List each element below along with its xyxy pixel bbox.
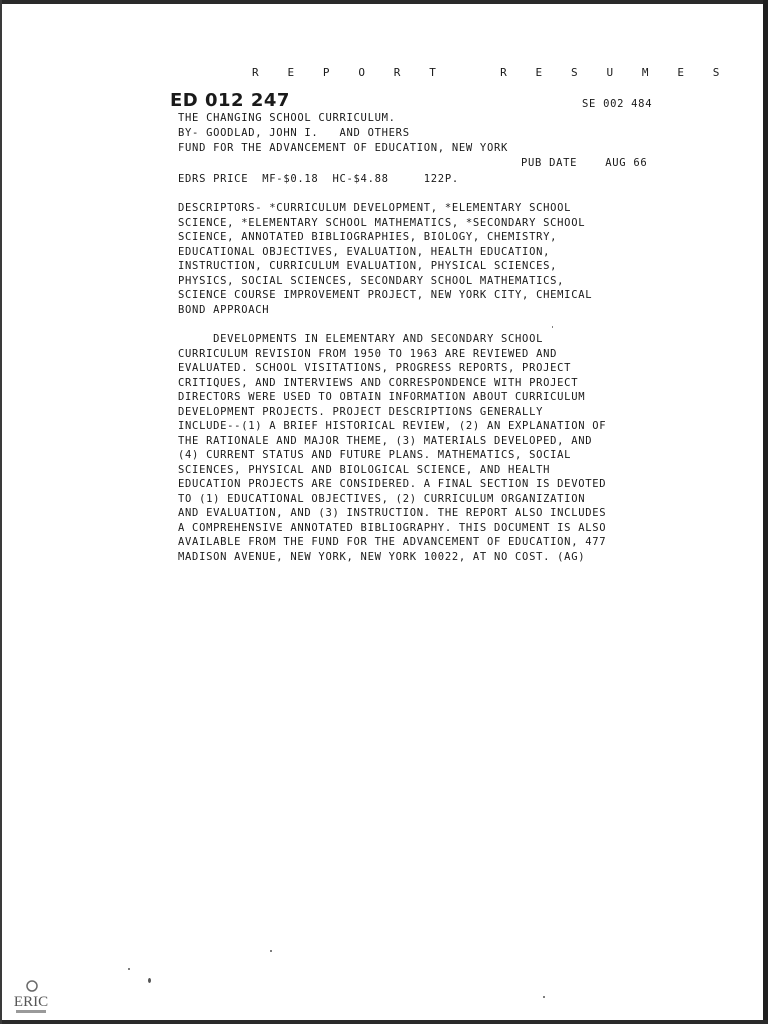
eric-logo-mark <box>10 978 52 1016</box>
abstract-line: DIRECTORS WERE USED TO OBTAIN INFORMATION ABOUT CURRICULUM <box>178 391 586 403</box>
descriptor-line: EDUCATIONAL OBJECTIVES, EVALUATION, HEALTH EDUCATION, <box>178 246 551 258</box>
abstract-line: CURRICULUM REVISION FROM 1950 TO 1963 ARE REVIEWED AND <box>178 348 558 360</box>
eric-logo <box>10 978 52 1016</box>
scan-speck <box>270 950 272 952</box>
abstract-line: DEVELOPMENT PROJECTS. PROJECT DESCRIPTIONS GENERALLY <box>178 406 544 418</box>
abstract-line: A COMPREHENSIVE ANNOTATED BIBLIOGRAPHY. THIS DOCUMENT IS ALSO <box>178 522 607 534</box>
se-number: SE 002 484 <box>582 98 653 110</box>
price-line: EDRS PRICE MF-$0.18 HC-$4.88 122P. <box>178 173 459 185</box>
descriptor-line: INSTRUCTION, CURRICULUM EVALUATION, PHYSICAL SCIENCES, <box>178 260 558 272</box>
abstract-line: AVAILABLE FROM THE FUND FOR THE ADVANCEMENT OF EDUCATION, 477 <box>178 536 607 548</box>
scan-speck <box>552 326 553 328</box>
scan-speck <box>148 978 151 983</box>
abstract-line: CRITIQUES, AND INTERVIEWS AND CORRESPONDENCE WITH PROJECT <box>178 377 579 389</box>
descriptor-line: SCIENCE, ANNOTATED BIBLIOGRAPHIES, BIOLOGY, CHEMISTRY, <box>178 231 558 243</box>
scan-edge-right <box>763 0 768 1024</box>
abstract-line: (4) CURRENT STATUS AND FUTURE PLANS. MATHEMATICS, SOCIAL <box>178 449 572 461</box>
document-title: THE CHANGING SCHOOL CURRICULUM. <box>178 112 396 124</box>
eric-logo-text: ERIC <box>13 994 49 1010</box>
publisher-line: FUND FOR THE ADVANCEMENT OF EDUCATION, NEW YORK <box>178 142 509 154</box>
ed-number: ED 012 247 <box>170 90 290 111</box>
scan-speck <box>543 996 545 998</box>
descriptor-line: BOND APPROACH <box>178 304 270 316</box>
abstract-line: THE RATIONALE AND MAJOR THEME, (3) MATERIALS DEVELOPED, AND <box>178 435 593 447</box>
scan-edge-bottom <box>0 1020 768 1024</box>
abstract-line: TO (1) EDUCATIONAL OBJECTIVES, (2) CURRICULUM ORGANIZATION <box>178 493 586 505</box>
abstract-line: INCLUDE--(1) A BRIEF HISTORICAL REVIEW, (2) AN EXPLANATION OF <box>178 420 607 432</box>
abstract-line: EDUCATION PROJECTS ARE CONSIDERED. A FINAL SECTION IS DEVOTED <box>178 478 607 490</box>
descriptor-line: PHYSICS, SOCIAL SCIENCES, SECONDARY SCHOOL MATHEMATICS, <box>178 275 565 287</box>
scan-edge-top <box>0 0 768 4</box>
report-resumes-heading: R E P O R T R E S U M E S <box>252 66 731 79</box>
pub-date: PUB DATE AUG 66 <box>521 157 648 169</box>
abstract-line: EVALUATED. SCHOOL VISITATIONS, PROGRESS REPORTS, PROJECT <box>178 362 572 374</box>
abstract-line: AND EVALUATION, AND (3) INSTRUCTION. THE REPORT ALSO INCLUDES <box>178 507 607 519</box>
descriptor-line: SCIENCE COURSE IMPROVEMENT PROJECT, NEW YORK CITY, CHEMICAL <box>178 289 593 301</box>
abstract-line: MADISON AVENUE, NEW YORK, NEW YORK 10022, AT NO COST. (AG) <box>178 551 586 563</box>
descriptor-line: SCIENCE, *ELEMENTARY SCHOOL MATHEMATICS, *SECONDARY SCHOOL <box>178 217 586 229</box>
descriptor-line: DESCRIPTORS- *CURRICULUM DEVELOPMENT, *ELEMENTARY SCHOOL <box>178 202 572 214</box>
scan-speck <box>128 968 130 970</box>
authors-line: BY- GOODLAD, JOHN I. AND OTHERS <box>178 127 410 139</box>
abstract-line: SCIENCES, PHYSICAL AND BIOLOGICAL SCIENCE, AND HEALTH <box>178 464 551 476</box>
scan-edge-left <box>0 0 2 1024</box>
abstract-line: DEVELOPMENTS IN ELEMENTARY AND SECONDARY SCHOOL <box>178 333 544 345</box>
